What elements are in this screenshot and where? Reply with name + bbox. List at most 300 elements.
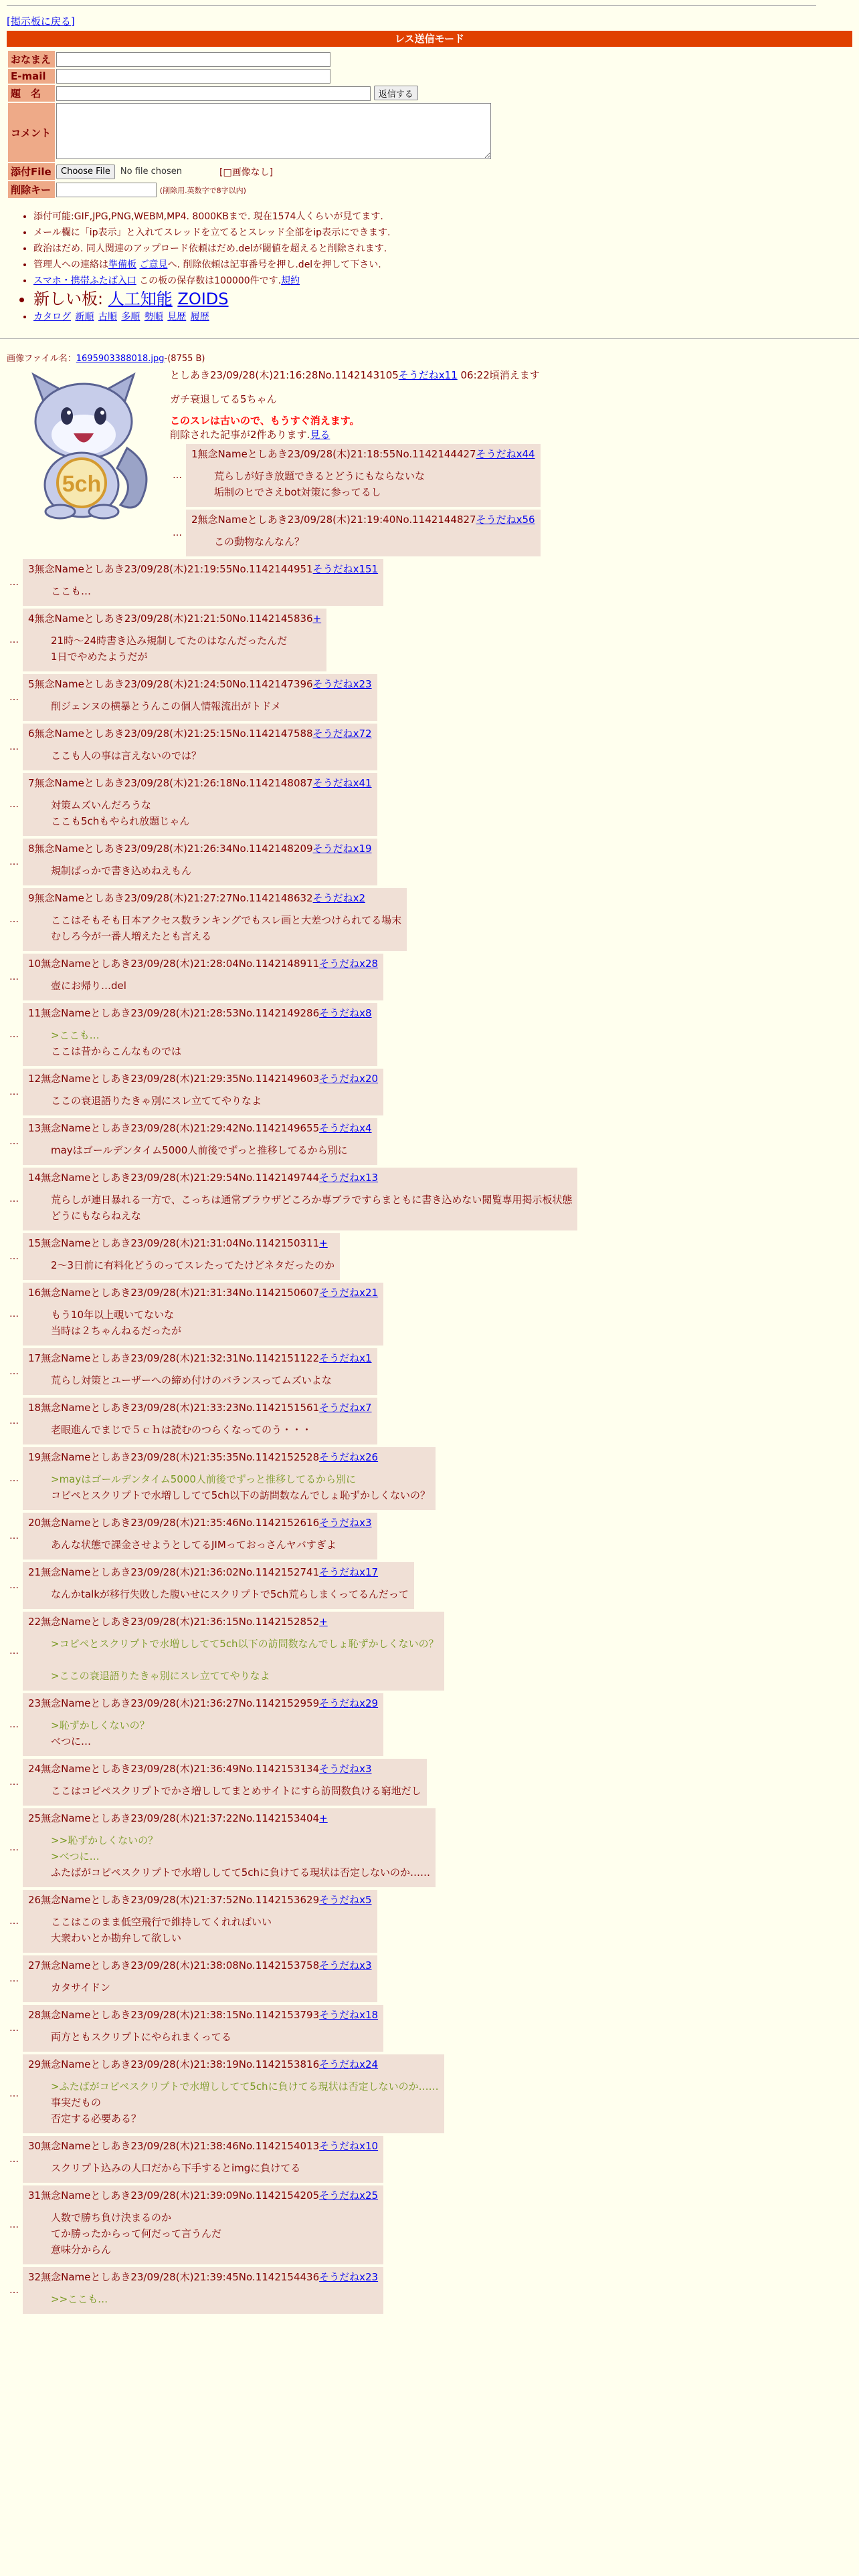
sodane-link[interactable]: そうだねx29 bbox=[319, 1697, 379, 1709]
reply-ellipsis: … bbox=[9, 742, 19, 752]
sort-momentum-link[interactable]: 勢順 bbox=[144, 312, 163, 322]
reply-number: 18 bbox=[28, 1402, 41, 1414]
reply-row bbox=[7, 2136, 852, 2183]
reply-meta: 無念Nameとしあき23/09/28(木)21:38:08No.1142153758 bbox=[41, 1959, 320, 1971]
no-image-checkbox[interactable]: [□画像なし] bbox=[219, 167, 274, 178]
email-input[interactable] bbox=[56, 69, 330, 84]
reply-line: 2〜3日前に有料化どうのってスレたってたけどネタだったのか bbox=[51, 1259, 335, 1271]
reply-meta: 無念Nameとしあき23/09/28(木)21:37:22No.1142153404 bbox=[41, 1812, 320, 1824]
reply-meta: 無念Nameとしあき23/09/28(木)21:24:50No.1142147396 bbox=[34, 678, 313, 690]
op-header bbox=[170, 368, 541, 383]
reply-number: 20 bbox=[28, 1517, 41, 1529]
op-file-link[interactable]: 1695903388018.jpg bbox=[76, 354, 165, 364]
reply-ellipsis: … bbox=[9, 1842, 19, 1853]
reply-box bbox=[23, 839, 377, 885]
reply-meta: 無念Nameとしあき23/09/28(木)21:36:49No.1142153134 bbox=[41, 1763, 320, 1775]
reply-header bbox=[28, 1614, 439, 1629]
name-input[interactable] bbox=[56, 52, 330, 67]
reply-message bbox=[51, 1832, 430, 1881]
reply-box bbox=[23, 1759, 427, 1806]
reply-ellipsis: … bbox=[9, 799, 19, 810]
reply-header bbox=[28, 1071, 378, 1086]
comment-label: コメント bbox=[8, 103, 55, 162]
reply-line: スクリプト込みの人口だから下手するとimgに負けてる bbox=[51, 2162, 301, 2174]
reply-number: 3 bbox=[28, 563, 35, 575]
reply-box bbox=[23, 773, 377, 836]
reply-line: べつに… bbox=[51, 1735, 92, 1747]
reply-form bbox=[7, 49, 492, 199]
reply-ellipsis: … bbox=[9, 972, 19, 982]
history-link[interactable]: 履歴 bbox=[190, 312, 209, 322]
delkey-note: (削除用.英数字で8字以内) bbox=[159, 186, 246, 195]
reply-row bbox=[170, 510, 541, 556]
sodane-link[interactable]: そうだねx18 bbox=[319, 2009, 379, 2021]
zoids-board-link[interactable]: ZOIDS bbox=[177, 290, 229, 308]
reply-row bbox=[7, 1069, 852, 1115]
sodane-link[interactable]: そうだねx4 bbox=[319, 1122, 372, 1134]
reply-row bbox=[7, 2267, 852, 2314]
reply-meta: 無念Nameとしあき23/09/28(木)21:35:46No.1142152616 bbox=[41, 1517, 320, 1529]
sodane-link[interactable]: そうだねx3 bbox=[319, 1959, 372, 1971]
notice-item bbox=[33, 257, 852, 273]
reply-message bbox=[51, 1471, 430, 1503]
reply-meta: 無念Nameとしあき23/09/28(木)21:29:54No.1142149744 bbox=[41, 1172, 320, 1184]
reply-line: どうにもならねえな bbox=[51, 1210, 142, 1222]
reply-meta: 無念Nameとしあき23/09/28(木)21:25:15No.1142147588 bbox=[34, 728, 313, 740]
deleted-notice bbox=[170, 427, 541, 441]
top-divider bbox=[7, 5, 816, 6]
reply-meta: 無念Nameとしあき23/09/28(木)21:39:09No.1142154205 bbox=[41, 2189, 320, 2202]
notice-list bbox=[33, 209, 852, 325]
reply-header bbox=[28, 611, 321, 626]
notice-text: メール欄に「ip表示」と入れてスレッドを立てるとスレッド全部をip表示にできます. bbox=[33, 227, 391, 238]
reply-number: 22 bbox=[28, 1616, 41, 1628]
reply-row bbox=[7, 1693, 852, 1756]
reply-header bbox=[28, 956, 378, 971]
reply-line: ここも5chもやられ放題じゃん bbox=[51, 815, 190, 827]
reply-line: ここは昔からこんなものでは bbox=[51, 1045, 182, 1057]
reply-row bbox=[7, 839, 852, 885]
reply-meta: 無念Nameとしあき23/09/28(木)21:35:35No.1142152528 bbox=[41, 1451, 320, 1463]
reply-line: 人数で勝ち負け決まるのか bbox=[51, 2212, 172, 2224]
reply-header bbox=[28, 2270, 378, 2284]
reply-box bbox=[23, 1118, 377, 1165]
comment-textarea[interactable] bbox=[56, 103, 491, 159]
reply-message bbox=[51, 2291, 378, 2307]
reply-box bbox=[23, 2136, 383, 2183]
reply-ellipsis: … bbox=[173, 470, 182, 481]
reply-box bbox=[23, 724, 377, 770]
reply-meta: 無念Nameとしあき23/09/28(木)21:31:34No.1142150607 bbox=[41, 1287, 320, 1299]
reply-ellipsis: … bbox=[9, 635, 19, 645]
reply-line: カタサイドン bbox=[51, 1981, 110, 1994]
sodane-link[interactable]: そうだねx23 bbox=[319, 2271, 379, 2283]
reply-message bbox=[51, 1783, 421, 1799]
reply-number: 27 bbox=[28, 1959, 41, 1971]
sodane-link[interactable]: そうだねx25 bbox=[319, 2189, 379, 2202]
reply-header bbox=[28, 2188, 378, 2203]
reply-message bbox=[51, 1142, 372, 1158]
reply-box bbox=[23, 1168, 577, 1230]
reply-ellipsis: … bbox=[9, 1029, 19, 1040]
reply-line: >>ここも… bbox=[51, 2293, 108, 2305]
reply-ellipsis: … bbox=[9, 857, 19, 867]
catalog-link[interactable]: カタログ bbox=[33, 312, 71, 322]
reply-message bbox=[51, 2210, 378, 2258]
reply-row bbox=[7, 1233, 852, 1280]
file-size: -(8755 B) bbox=[164, 354, 205, 364]
notice-text: 添付可能:GIF,JPG,PNG,WEBM,MP4. 8000KBまで. 現在1574人くらいが見てます. bbox=[33, 211, 383, 222]
op-body bbox=[170, 368, 541, 556]
reply-box bbox=[23, 1562, 414, 1609]
sodane-link[interactable]: そうだねx13 bbox=[319, 1172, 379, 1184]
reply-number: 8 bbox=[28, 843, 35, 855]
reply-line: >>恥ずかしくないの？ bbox=[51, 1834, 159, 1846]
notice-item bbox=[33, 209, 852, 225]
reply-header bbox=[28, 1450, 430, 1465]
reply-line: むしろ今が一番人増えたとも言える bbox=[51, 930, 212, 942]
reply-message bbox=[51, 978, 378, 994]
reply-number: 15 bbox=[28, 1237, 41, 1249]
sodane-link[interactable]: そうだねx151 bbox=[312, 563, 379, 575]
reply-meta: 無念Nameとしあき23/09/28(木)21:28:53No.1142149286 bbox=[41, 1007, 320, 1019]
reply-number: 32 bbox=[28, 2271, 41, 2283]
reply-box bbox=[23, 674, 377, 721]
reply-row bbox=[170, 444, 541, 507]
reply-line: 両方ともスクリプトにやられまくってる bbox=[51, 2031, 231, 2043]
reply-line: 否定する必要ある？ bbox=[51, 2113, 142, 2125]
notice-text: 政治はだめ. 同人関連のアップロード依頼はだめ.delが閾値を超えると削除されます. bbox=[33, 243, 387, 254]
reply-number: 19 bbox=[28, 1451, 41, 1463]
sodane-link[interactable]: そうだねx24 bbox=[319, 2058, 379, 2070]
back-to-board-link[interactable]: [掲示板に戻る] bbox=[7, 15, 75, 27]
reply-header bbox=[191, 447, 535, 461]
reply-meta: 無念Nameとしあき23/09/28(木)21:33:23No.1142151561 bbox=[41, 1402, 320, 1414]
reply-header bbox=[28, 1006, 372, 1021]
reply-row bbox=[7, 2185, 852, 2264]
reply-header bbox=[28, 1121, 372, 1136]
reply-number: 28 bbox=[28, 2009, 41, 2021]
reply-ellipsis: … bbox=[9, 1136, 19, 1147]
delete-key-input[interactable] bbox=[56, 183, 157, 197]
reply-line: 垢制のヒでさえbot対策に参ってるし bbox=[214, 486, 381, 498]
reply-ellipsis: … bbox=[9, 2220, 19, 2230]
reply-meta: 無念Nameとしあき23/09/28(木)21:26:18No.1142148087 bbox=[34, 777, 313, 789]
reply-line: なんかtalkが移行失敗した腹いせにスクリプトで5ch荒らしまくってるんだって bbox=[51, 1588, 409, 1600]
sodane-link[interactable]: そうだねx17 bbox=[319, 1566, 379, 1578]
reply-line: >mayはゴールデンタイム5000人前後でずっと推移してるから別に bbox=[51, 1473, 357, 1485]
reply-number: 5 bbox=[28, 678, 35, 690]
reply-row bbox=[7, 954, 852, 1000]
reply-line: 事実だもの bbox=[51, 2097, 102, 2109]
sodane-link[interactable]: そうだねx20 bbox=[319, 1073, 379, 1085]
name-label: おなまえ bbox=[8, 51, 55, 68]
subject-input[interactable] bbox=[56, 86, 371, 101]
reply-row bbox=[7, 1513, 852, 1560]
reply-line: >ふたばがコピペスクリプトで水増ししてて5chに負けてる現状は否定しないのか…… bbox=[51, 2080, 439, 2092]
reply-meta: 無念Nameとしあき23/09/28(木)21:31:04No.1142150311 bbox=[41, 1237, 320, 1249]
reply-message bbox=[51, 633, 321, 665]
reply-number: 6 bbox=[28, 728, 35, 740]
reply-ellipsis: … bbox=[9, 2088, 19, 2099]
new-board-item bbox=[33, 289, 852, 309]
reply-header bbox=[28, 677, 372, 691]
reply-message bbox=[214, 534, 535, 550]
reply-message bbox=[51, 797, 372, 829]
reply-ellipsis: … bbox=[9, 577, 19, 588]
reply-message bbox=[51, 1192, 572, 1224]
reply-row bbox=[7, 773, 852, 836]
sodane-link[interactable]: そうだねx2 bbox=[312, 892, 365, 904]
reply-message bbox=[51, 1307, 378, 1339]
reply-number: 21 bbox=[28, 1566, 41, 1578]
sodane-link[interactable]: + bbox=[319, 1812, 328, 1824]
reply-number: 7 bbox=[28, 777, 35, 789]
reply-box bbox=[23, 888, 407, 951]
reply-row bbox=[7, 1808, 852, 1887]
reply-line: ここも… bbox=[51, 585, 92, 597]
sodane-link[interactable]: そうだねx10 bbox=[319, 2140, 379, 2152]
prep-board-link[interactable]: 準備板 bbox=[108, 259, 136, 270]
reply-line: mayはゴールデンタイム5000人前後でずっと推移してるから別に bbox=[51, 1144, 348, 1156]
reply-number: 31 bbox=[28, 2189, 41, 2202]
reply-header bbox=[28, 891, 401, 905]
reply-message bbox=[51, 912, 401, 944]
op-thumbnail-image[interactable] bbox=[7, 368, 161, 522]
reply-box bbox=[186, 510, 541, 556]
reply-ellipsis: … bbox=[9, 1087, 19, 1097]
reply-header bbox=[28, 1565, 409, 1580]
thread-divider bbox=[0, 338, 859, 339]
reply-ellipsis: … bbox=[9, 1416, 19, 1426]
reply-box bbox=[23, 559, 383, 606]
new-board-label: 新しい板: bbox=[33, 290, 104, 308]
reply-meta: 無念Nameとしあき23/09/28(木)21:37:52No.1142153629 bbox=[41, 1894, 320, 1906]
reply-row bbox=[7, 1447, 852, 1510]
reply-line: ここはそもそも日本アクセス数ランキングでもスレ画と大差つけられてる場末 bbox=[51, 914, 402, 926]
reply-meta: 無念Nameとしあき23/09/28(木)21:29:42No.1142149655 bbox=[41, 1122, 320, 1134]
view-history-link[interactable]: 見歴 bbox=[167, 312, 187, 322]
reply-header bbox=[28, 1893, 372, 1907]
reply-number: 17 bbox=[28, 1352, 41, 1364]
reply-message bbox=[51, 2029, 378, 2045]
reply-line: この動物なんなん？ bbox=[214, 536, 305, 548]
reply-message bbox=[51, 863, 372, 879]
sort-many-link[interactable]: 多順 bbox=[121, 312, 140, 322]
reply-box bbox=[23, 2005, 383, 2052]
reply-line: >恥ずかしくないの？ bbox=[51, 1719, 150, 1731]
mascot-logo-text: 5ch bbox=[62, 471, 102, 497]
op-sodane-link[interactable]: そうだねx11 bbox=[398, 369, 458, 381]
reply-box bbox=[23, 2267, 383, 2314]
reply-ellipsis: … bbox=[9, 1719, 19, 1730]
sodane-link[interactable]: + bbox=[319, 1237, 328, 1249]
reply-number: 10 bbox=[28, 958, 41, 970]
terms-link[interactable]: 規約 bbox=[281, 276, 300, 286]
reply-box bbox=[23, 1069, 383, 1115]
sodane-link[interactable]: そうだねx5 bbox=[319, 1894, 372, 1906]
submit-button[interactable]: 返信する bbox=[374, 86, 418, 100]
reply-ellipsis: … bbox=[9, 1473, 19, 1484]
sodane-link[interactable]: そうだねx1 bbox=[319, 1352, 372, 1364]
reply-row bbox=[7, 1612, 852, 1691]
reply-list bbox=[7, 559, 852, 2314]
reply-row bbox=[7, 1168, 852, 1230]
reply-line: 1日でやめたようだが bbox=[51, 651, 148, 663]
reply-message bbox=[51, 1636, 439, 1684]
reply-message bbox=[51, 2160, 378, 2176]
notice-item bbox=[33, 241, 852, 257]
reply-row bbox=[7, 724, 852, 770]
reply-number: 26 bbox=[28, 1894, 41, 1906]
reply-meta: 無念Nameとしあき23/09/28(木)21:36:02No.1142152741 bbox=[41, 1566, 320, 1578]
sodane-link[interactable]: そうだねx7 bbox=[319, 1402, 372, 1414]
reply-ellipsis: … bbox=[9, 2023, 19, 2034]
file-label: 添付File bbox=[8, 163, 55, 180]
reply-line: 壺にお帰り…del bbox=[51, 980, 126, 992]
reply-header bbox=[28, 1170, 572, 1185]
reply-number: 16 bbox=[28, 1287, 41, 1299]
reply-box bbox=[23, 1612, 444, 1691]
sodane-link[interactable]: そうだねx41 bbox=[312, 777, 372, 789]
reply-ellipsis: … bbox=[9, 1777, 19, 1788]
reply-message bbox=[51, 1372, 372, 1388]
reply-ellipsis: … bbox=[173, 528, 182, 538]
sodane-link[interactable]: そうだねx44 bbox=[476, 448, 535, 460]
reply-number: 23 bbox=[28, 1697, 41, 1709]
reply-meta: 無念Nameとしあき23/09/28(木)21:39:45No.1142154436 bbox=[41, 2271, 320, 2283]
op-meta: としあき23/09/28(木)21:16:28No.1142143105 bbox=[170, 369, 399, 381]
sodane-link[interactable]: そうだねx8 bbox=[319, 1007, 372, 1019]
sodane-link[interactable]: + bbox=[312, 613, 322, 625]
reply-box bbox=[23, 1233, 340, 1280]
sodane-link[interactable]: そうだねx72 bbox=[312, 728, 372, 740]
sodane-link[interactable]: そうだねx19 bbox=[312, 843, 372, 855]
mobile-entrance-link[interactable]: スマホ・携帯ふたば入口 bbox=[33, 276, 136, 286]
reply-row bbox=[7, 888, 852, 951]
deleted-text: 削除された記事が2件あります. bbox=[170, 429, 310, 441]
op-post bbox=[7, 368, 852, 556]
reply-meta: 無念Nameとしあき23/09/28(木)21:28:04No.1142148911 bbox=[41, 958, 320, 970]
sodane-link[interactable]: + bbox=[319, 1616, 328, 1628]
reply-header bbox=[28, 2008, 378, 2022]
reply-box bbox=[23, 1513, 377, 1560]
notice-text: この板の保存数は100000件です. bbox=[136, 276, 282, 286]
reply-line: 荒らしが連日暴れる一方で、こっちは通常ブラウザどころか専ブラですらまともに書き込めない閲覧専用掲示板状態 bbox=[51, 1194, 573, 1206]
reply-line: あんな状態で課金させようとしてるJIMっておっさんヤバすぎよ bbox=[51, 1539, 337, 1551]
choose-file-button[interactable]: Choose File bbox=[56, 165, 115, 179]
reply-box bbox=[23, 1398, 377, 1444]
reply-box bbox=[23, 2185, 383, 2264]
reply-line: コピペとスクリプトで水増ししてて5ch以下の訪問数なんでしょ恥ずかしくないの？ bbox=[51, 1489, 431, 1501]
reply-line: 老眼進んでまじで５ｃｈは読むのつらくなってのう・・・ bbox=[51, 1424, 312, 1436]
reply-message bbox=[51, 1586, 409, 1602]
reply-box bbox=[23, 1890, 377, 1953]
reply-meta: 無念Nameとしあき23/09/28(木)21:38:15No.1142153793 bbox=[41, 2009, 320, 2021]
reply-message bbox=[51, 583, 378, 599]
reply-box bbox=[23, 609, 326, 671]
show-deleted-link[interactable]: 見る bbox=[310, 429, 330, 441]
reply-box bbox=[23, 1955, 377, 2002]
reply-number: 4 bbox=[28, 613, 35, 625]
reply-box bbox=[23, 1447, 436, 1510]
reply-ellipsis: … bbox=[9, 1580, 19, 1591]
reply-ellipsis: … bbox=[9, 1916, 19, 1927]
reply-line: ここはコピペスクリプトでかさ増ししてまとめサイトにすら訪問数負ける窮地だし bbox=[51, 1785, 421, 1797]
sort-old-link[interactable]: 古順 bbox=[98, 312, 117, 322]
reply-ellipsis: … bbox=[9, 1194, 19, 1204]
sodane-link[interactable]: そうだねx23 bbox=[312, 678, 372, 690]
sodane-link[interactable]: そうだねx56 bbox=[476, 514, 535, 526]
reply-row bbox=[7, 1283, 852, 1346]
reply-meta: 無念Nameとしあき23/09/28(木)21:38:46No.1142154013 bbox=[41, 2140, 320, 2152]
reply-number: 9 bbox=[28, 892, 35, 904]
reply-message bbox=[51, 748, 372, 764]
reply-row bbox=[7, 1890, 852, 1953]
reply-message bbox=[51, 1422, 372, 1438]
reply-line: ここの衰退語りたきゃ別にスレ立ててやりなよ bbox=[51, 1095, 262, 1107]
reply-message bbox=[51, 1537, 372, 1553]
sodane-link[interactable]: そうだねx21 bbox=[319, 1287, 379, 1299]
reply-ellipsis: … bbox=[9, 1531, 19, 1541]
sodane-link[interactable]: そうだねx3 bbox=[319, 1763, 372, 1775]
reply-message bbox=[51, 1257, 335, 1273]
ai-board-link[interactable]: 人工知能 bbox=[108, 290, 173, 308]
reply-ellipsis: … bbox=[9, 2154, 19, 2165]
reply-number: 24 bbox=[28, 1763, 41, 1775]
mode-bar: レス送信モード bbox=[7, 31, 852, 47]
reply-box bbox=[23, 2054, 444, 2133]
feedback-link[interactable]: ご意見 bbox=[139, 259, 168, 270]
reply-meta: 無念Nameとしあき23/09/28(木)21:32:31No.1142151122 bbox=[41, 1352, 320, 1364]
reply-line: 意味分からん bbox=[51, 2244, 112, 2256]
sodane-link[interactable]: そうだねx28 bbox=[319, 958, 379, 970]
reply-line: >ここの衰退語りたきゃ別にスレ立ててやりなよ bbox=[51, 1670, 270, 1682]
delkey-label: 削除キー bbox=[8, 181, 55, 198]
reply-line: 大衆わいとか勘弁して欲しい bbox=[51, 1932, 182, 1944]
reply-message bbox=[51, 1093, 378, 1109]
reply-line: >ここも… bbox=[51, 1029, 100, 1041]
reply-line: てか勝ったからって何だって言うんだ bbox=[51, 2228, 222, 2240]
reply-header bbox=[28, 1351, 372, 1366]
reply-meta: 無念Nameとしあき23/09/28(木)21:21:50No.1142145836 bbox=[34, 613, 313, 625]
reply-meta: 無念Nameとしあき23/09/28(木)21:27:27No.1142148632 bbox=[34, 892, 313, 904]
reply-row bbox=[7, 1562, 852, 1609]
file-name-label: 画像ファイル名： bbox=[7, 354, 76, 364]
reply-header bbox=[28, 2057, 439, 2072]
reply-row bbox=[7, 609, 852, 671]
reply-line: ここはこのまま低空飛行で維持してくれればいい bbox=[51, 1916, 272, 1928]
reply-header bbox=[28, 562, 378, 576]
op-message: ガチ衰退してる5ちゃん bbox=[170, 393, 277, 405]
reply-header bbox=[28, 776, 372, 790]
file-status: No file chosen bbox=[120, 167, 182, 177]
reply-meta: 無念Nameとしあき23/09/28(木)21:29:35No.1142149603 bbox=[41, 1073, 320, 1085]
page bbox=[0, 5, 859, 2314]
sodane-link[interactable]: そうだねx3 bbox=[319, 1517, 372, 1529]
reply-meta: 無念Nameとしあき23/09/28(木)21:19:55No.1142144951 bbox=[34, 563, 313, 575]
notice-item bbox=[33, 273, 852, 289]
reply-line: 荒らし対策とユーザーへの締め付けのバランスってムズいよな bbox=[51, 1374, 332, 1386]
reply-line: 当時は２ちゃんねるだったが bbox=[51, 1325, 182, 1337]
reply-header bbox=[191, 512, 535, 527]
reply-line: >べつに… bbox=[51, 1850, 100, 1862]
reply-number: 13 bbox=[28, 1122, 41, 1134]
reply-box bbox=[23, 954, 383, 1000]
sodane-link[interactable]: そうだねx26 bbox=[319, 1451, 379, 1463]
sort-new-link[interactable]: 新順 bbox=[75, 312, 94, 322]
reply-meta: 無念Nameとしあき23/09/28(木)21:38:19No.1142153816 bbox=[41, 2058, 320, 2070]
